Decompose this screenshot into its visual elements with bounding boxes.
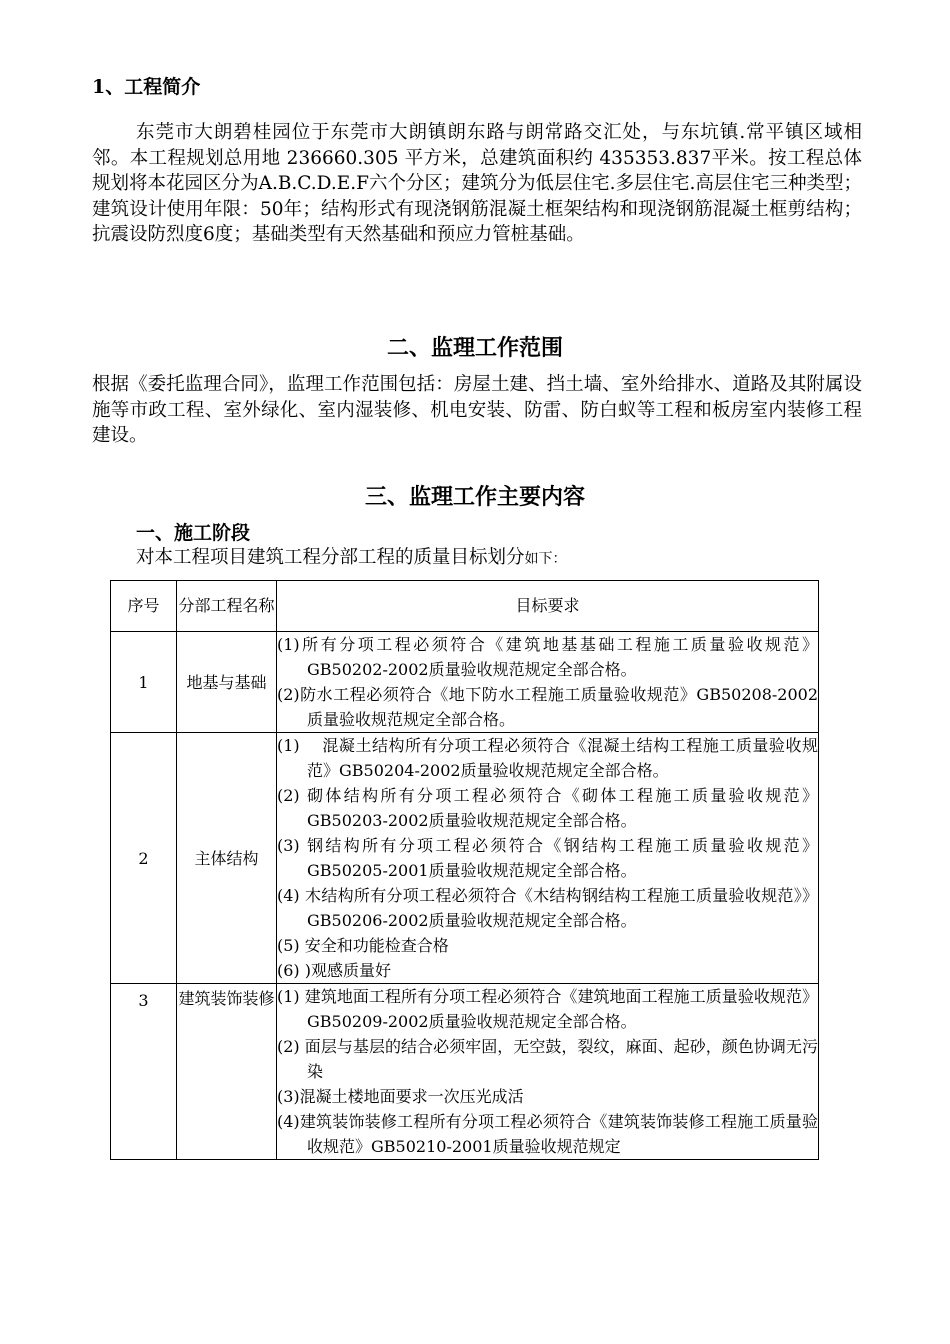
table-intro	[136, 545, 567, 572]
requirement-item: (2)防水工程必须符合《地下防水工程施工质量验收规范》GB50208-2002质量验收规范规定全部合格。	[277, 685, 818, 729]
row-no: 1	[111, 632, 177, 733]
requirement-item: (4) 木结构所有分项工程必须符合《木结构钢结构工程施工质量验收规范》》GB50206-2002质量验收规范规定全部合格。	[277, 886, 818, 930]
requirement-item: (1) 混凝土结构所有分项工程必须符合《混凝土结构工程施工质量验收规范》GB50204-2002质量验收规范规定全部合格。	[277, 736, 818, 780]
scope-paragraph: 根据《委托监理合同》，监理工作范围包括：房屋土建、挡土墙、室外给排水、道路及其附属设施等市政工程、室外绿化、室内湿装修、机电安装、防雷、防白蚁等工程和板房室内装修工程建设。	[92, 374, 862, 446]
requirement-item: (2) 面层与基层的结合必须牢固，无空鼓，裂纹，麻面、起砂，颜色协调无污染	[277, 1037, 818, 1081]
row-requirements	[277, 984, 819, 1160]
table-row	[111, 632, 819, 733]
table-intro-suffix: 如下：	[524, 551, 567, 567]
table-intro-text: 对本工程项目建筑工程分部工程的质量目标划分	[136, 547, 525, 568]
header-no: 序号	[111, 581, 177, 632]
requirement-item: (3) 钢结构所有分项工程必须符合《钢结构工程施工质量验收规范》GB50205-2001质量验收规范规定全部合格。	[277, 836, 818, 880]
table-row	[111, 733, 819, 984]
requirement-item: (5) 安全和功能检查合格	[277, 936, 449, 955]
table-header-row	[111, 581, 819, 632]
requirement-item: (4)建筑装饰装修工程所有分项工程必须符合《建筑装饰装修工程施工质量验收规范》GB50210-2001质量验收规范规定	[277, 1112, 818, 1156]
header-name: 分部工程名称	[177, 581, 277, 632]
row-name: 地基与基础	[177, 632, 277, 733]
requirement-item: (1) 建筑地面工程所有分项工程必须符合《建筑地面工程施工质量验收规范》GB50209-2002质量验收规范规定全部合格。	[277, 987, 818, 1031]
header-requirement: 目标要求	[277, 581, 819, 632]
requirement-item: (1)所有分项工程必须符合《建筑地基基础工程施工质量验收规范》GB50202-2002质量验收规范规定全部合格。	[277, 635, 818, 679]
section-1-heading: 1、工程简介	[92, 76, 201, 98]
table-row	[111, 984, 819, 1160]
section-2-heading: 二、监理工作范围	[386, 335, 563, 361]
row-requirements	[277, 632, 819, 733]
row-no: 3	[111, 984, 177, 1160]
row-requirements	[277, 733, 819, 984]
requirement-item: (3)混凝土楼地面要求一次压光成活	[277, 1087, 524, 1106]
project-intro-paragraph: 东莞市大朗碧桂园位于东莞市大朗镇朗东路与朗常路交汇处，与东坑镇.常平镇区域相邻。本工程规划总用地 236660.305 平方米，总建筑面积约 435353.837平米。按工程总体规划将本花园区分为A.B.C.D.E.F六个分区；建筑分为低层住宅.多层住宅.高层住宅三种类型；建筑设计使用年限：50年；结构形式有现浇钢筋混凝土框架结构和现浇钢筋混凝土框剪结构；抗震设防烈度6度；基础类型有天然基础和预应力管桩基础。	[92, 122, 862, 245]
requirement-item: (6) )观感质量好	[277, 961, 391, 980]
section-3-heading: 三、监理工作主要内容	[364, 484, 585, 510]
quality-goals-table	[110, 580, 819, 1160]
row-no: 2	[111, 733, 177, 984]
row-name: 主体结构	[177, 733, 277, 984]
construction-stage-heading: 一、施工阶段	[136, 522, 251, 544]
requirement-item: (2) 砌体结构所有分项工程必须符合《砌体工程施工质量验收规范》GB50203-2002质量验收规范规定全部合格。	[277, 786, 818, 830]
row-name: 建筑装饰装修	[177, 984, 277, 1160]
